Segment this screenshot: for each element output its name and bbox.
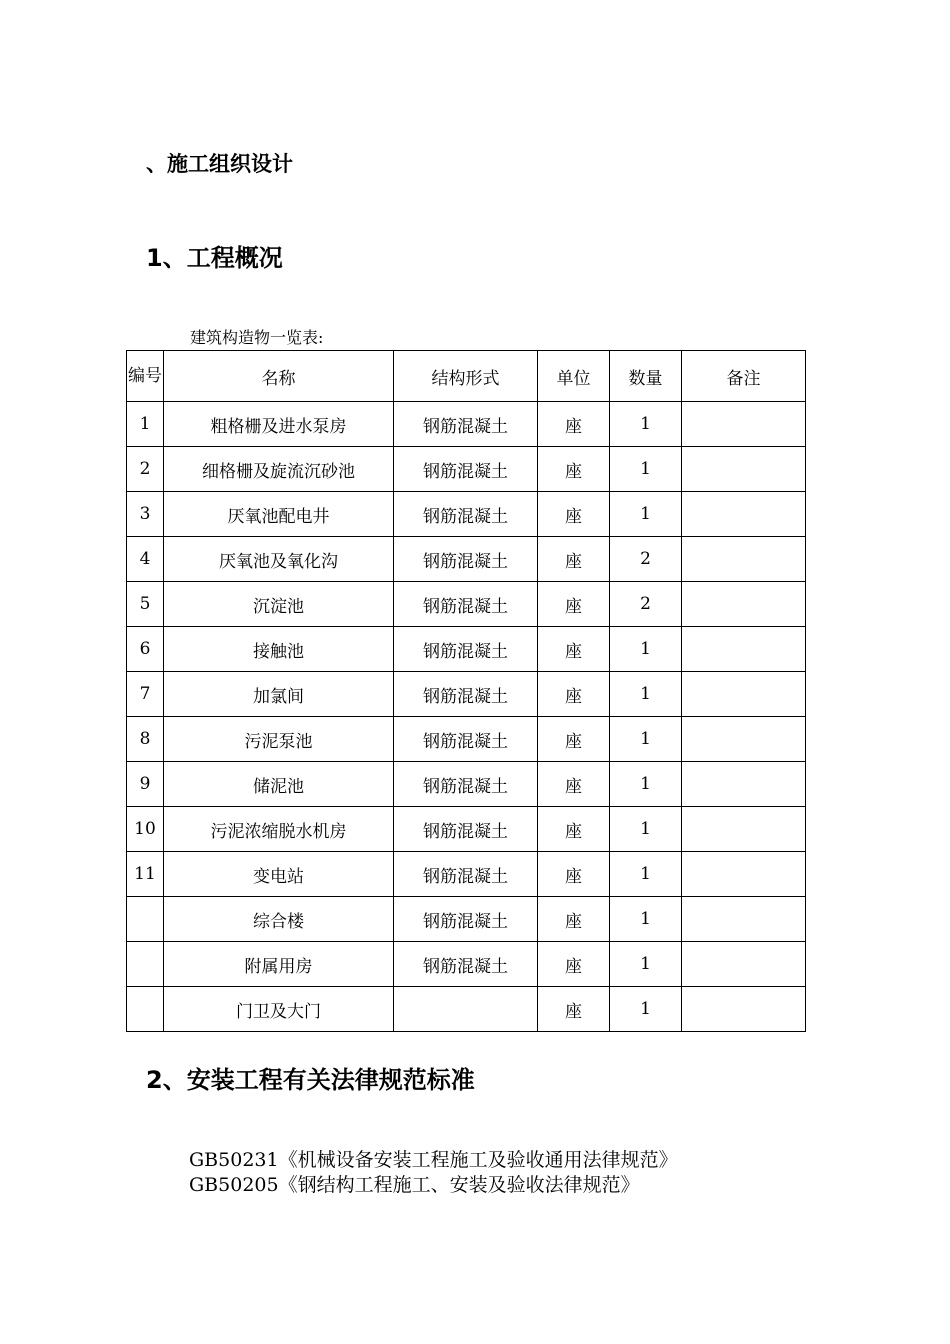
- cell-remark: [682, 987, 806, 1032]
- cell-name: 厌氧池及氧化沟: [164, 537, 394, 582]
- cell-structure: 钢筋混凝土: [394, 852, 538, 897]
- cell-structure: 钢筋混凝土: [394, 537, 538, 582]
- cell-structure: 钢筋混凝土: [394, 672, 538, 717]
- cell-no: 3: [127, 492, 164, 537]
- cell-quantity: 1: [610, 447, 682, 492]
- cell-structure: 钢筋混凝土: [394, 807, 538, 852]
- table-row: [127, 537, 806, 582]
- table-row: [127, 762, 806, 807]
- header-no: 编号: [127, 351, 164, 402]
- cell-remark: [682, 537, 806, 582]
- cell-name: 污泥浓缩脱水机房: [164, 807, 394, 852]
- cell-unit: 座: [538, 987, 610, 1032]
- cell-unit: 座: [538, 402, 610, 447]
- cell-quantity: 1: [610, 942, 682, 987]
- cell-unit: 座: [538, 447, 610, 492]
- cell-quantity: 1: [610, 762, 682, 807]
- table-row: [127, 492, 806, 537]
- cell-name: 储泥池: [164, 762, 394, 807]
- cell-structure: 钢筋混凝土: [394, 897, 538, 942]
- cell-structure: 钢筋混凝土: [394, 402, 538, 447]
- cell-remark: [682, 762, 806, 807]
- cell-unit: 座: [538, 627, 610, 672]
- cell-name: 附属用房: [164, 942, 394, 987]
- cell-structure: 钢筋混凝土: [394, 582, 538, 627]
- cell-quantity: 1: [610, 852, 682, 897]
- cell-structure: 钢筋混凝土: [394, 942, 538, 987]
- cell-remark: [682, 447, 806, 492]
- cell-name: 粗格栅及进水泵房: [164, 402, 394, 447]
- header-quantity: 数量: [610, 351, 682, 402]
- cell-no: [127, 987, 164, 1032]
- structures-table: [126, 350, 806, 1032]
- cell-no: 9: [127, 762, 164, 807]
- cell-remark: [682, 582, 806, 627]
- cell-remark: [682, 672, 806, 717]
- cell-remark: [682, 492, 806, 537]
- table-row: [127, 942, 806, 987]
- cell-quantity: 1: [610, 807, 682, 852]
- cell-no: 7: [127, 672, 164, 717]
- cell-unit: 座: [538, 807, 610, 852]
- cell-no: 4: [127, 537, 164, 582]
- cell-no: 6: [127, 627, 164, 672]
- cell-name: 门卫及大门: [164, 987, 394, 1032]
- cell-structure: 钢筋混凝土: [394, 492, 538, 537]
- cell-remark: [682, 852, 806, 897]
- header-structure: 结构形式: [394, 351, 538, 402]
- cell-structure: 钢筋混凝土: [394, 762, 538, 807]
- heading-installation-standards: 2、安装工程有关法律规范标准: [146, 1066, 475, 1094]
- reference-item: GB50205《钢结构工程施工、安装及验收法律规范》: [189, 1174, 640, 1196]
- cell-remark: [682, 717, 806, 762]
- cell-remark: [682, 402, 806, 447]
- cell-no: 1: [127, 402, 164, 447]
- cell-no: 5: [127, 582, 164, 627]
- cell-unit: 座: [538, 852, 610, 897]
- cell-unit: 座: [538, 672, 610, 717]
- cell-no: [127, 942, 164, 987]
- cell-quantity: 1: [610, 402, 682, 447]
- table-row: [127, 447, 806, 492]
- table-caption: 建筑构造物一览表:: [190, 328, 324, 347]
- heading-project-overview: 1、工程概况: [146, 244, 283, 272]
- header-name: 名称: [164, 351, 394, 402]
- cell-unit: 座: [538, 537, 610, 582]
- cell-name: 细格栅及旋流沉砂池: [164, 447, 394, 492]
- cell-unit: 座: [538, 942, 610, 987]
- cell-remark: [682, 627, 806, 672]
- table-header-row: [127, 351, 806, 402]
- cell-no: 2: [127, 447, 164, 492]
- cell-quantity: 2: [610, 582, 682, 627]
- cell-quantity: 2: [610, 537, 682, 582]
- table-row: [127, 672, 806, 717]
- cell-quantity: 1: [610, 627, 682, 672]
- references-list: [189, 1148, 678, 1198]
- cell-structure: [394, 987, 538, 1032]
- cell-name: 沉淀池: [164, 582, 394, 627]
- cell-unit: 座: [538, 897, 610, 942]
- cell-name: 厌氧池配电井: [164, 492, 394, 537]
- table-row: [127, 852, 806, 897]
- cell-quantity: 1: [610, 672, 682, 717]
- cell-unit: 座: [538, 717, 610, 762]
- header-remark: 备注: [682, 351, 806, 402]
- cell-quantity: 1: [610, 717, 682, 762]
- cell-structure: 钢筋混凝土: [394, 447, 538, 492]
- cell-unit: 座: [538, 492, 610, 537]
- table-row: [127, 402, 806, 447]
- header-unit: 单位: [538, 351, 610, 402]
- cell-name: 变电站: [164, 852, 394, 897]
- cell-quantity: 1: [610, 987, 682, 1032]
- cell-structure: 钢筋混凝土: [394, 627, 538, 672]
- cell-structure: 钢筋混凝土: [394, 717, 538, 762]
- cell-name: 综合楼: [164, 897, 394, 942]
- section-title: 、施工组织设计: [146, 152, 293, 176]
- table-row: [127, 897, 806, 942]
- table-row: [127, 987, 806, 1032]
- cell-remark: [682, 897, 806, 942]
- cell-no: 10: [127, 807, 164, 852]
- cell-quantity: 1: [610, 897, 682, 942]
- cell-name: 污泥泵池: [164, 717, 394, 762]
- table-row: [127, 627, 806, 672]
- cell-name: 加氯间: [164, 672, 394, 717]
- cell-no: [127, 897, 164, 942]
- cell-remark: [682, 807, 806, 852]
- cell-unit: 座: [538, 762, 610, 807]
- cell-name: 接触池: [164, 627, 394, 672]
- cell-no: 8: [127, 717, 164, 762]
- cell-unit: 座: [538, 582, 610, 627]
- table-row: [127, 807, 806, 852]
- table-row: [127, 717, 806, 762]
- table-body: [127, 402, 806, 1032]
- reference-item: GB50231《机械设备安装工程施工及验收通用法律规范》: [189, 1149, 678, 1171]
- cell-remark: [682, 942, 806, 987]
- cell-quantity: 1: [610, 492, 682, 537]
- table-row: [127, 582, 806, 627]
- cell-no: 11: [127, 852, 164, 897]
